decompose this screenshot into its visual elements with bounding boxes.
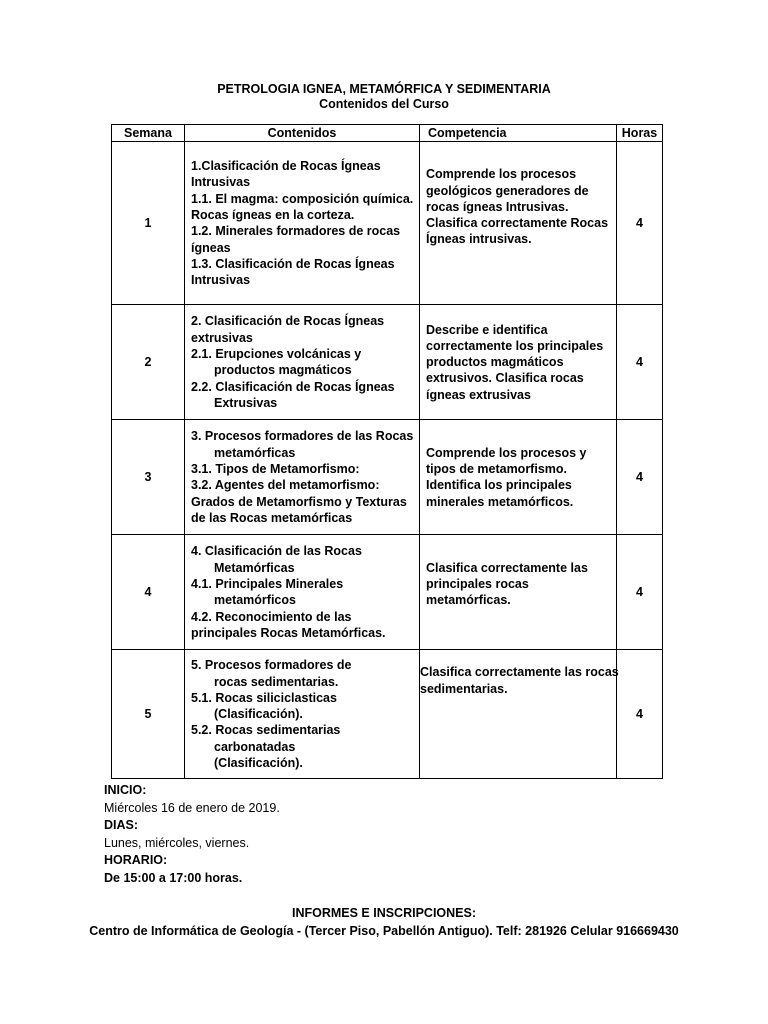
competencia-line: ígneas extrusivas	[426, 387, 531, 402]
content-line: Grados de Metamorfismo y Texturas	[191, 494, 407, 509]
content-line: productos magmáticos	[214, 363, 352, 378]
horas-cell: 4	[617, 535, 663, 650]
table-header-row	[112, 125, 663, 142]
horas-cell: 4	[617, 420, 663, 535]
content-line: 4. Clasificación de las Rocas	[191, 544, 362, 559]
content-line: extrusivas	[191, 330, 253, 345]
competencia-line: Describe e identifica	[426, 322, 548, 337]
header-contenidos: Contenidos	[185, 125, 420, 142]
semana-cell: 1	[112, 142, 185, 305]
competencia-cell	[420, 420, 617, 535]
competencia-line: minerales metamórficos.	[426, 494, 574, 509]
competencia-line: geológicos generadores de	[426, 183, 589, 198]
content-line: rocas sedimentarias.	[214, 674, 339, 689]
content-line: 4.1. Principales Minerales	[191, 577, 344, 591]
inicio-label: INICIO:	[104, 783, 147, 797]
content-line: 5.1. Rocas siliciclasticas	[191, 690, 337, 705]
content-line: 2. Clasificación de Rocas Ígneas	[191, 314, 385, 329]
schedule-section	[104, 782, 280, 888]
content-line: 3. Procesos formadores de las Rocas	[191, 429, 414, 444]
header-competencia: Competencia	[420, 125, 617, 142]
contenidos-cell	[185, 535, 420, 650]
content-line: 2.1. Erupciones volcánicas y	[191, 347, 362, 361]
header-semana: Semana	[112, 125, 185, 142]
content-line: (Clasificación).	[214, 707, 303, 722]
content-line: 5. Procesos formadores de	[191, 658, 352, 673]
content-line: 1.1. El magma: composición química.	[191, 191, 414, 206]
table-row	[112, 305, 663, 420]
content-line: (Clasificación).	[214, 756, 303, 771]
table-row	[112, 535, 663, 650]
content-line: metamórficos	[214, 593, 296, 608]
content-line: 3.1. Tipos de Metamorfismo:	[191, 462, 360, 476]
competencia-line: Comprende los procesos	[426, 167, 577, 182]
content-line: Metamórficas	[214, 560, 295, 575]
content-line: principales Rocas Metamórficas.	[191, 625, 386, 640]
competencia-line: Ígneas intrusivas.	[426, 232, 532, 247]
competencia-cell	[420, 650, 617, 779]
table-row	[112, 420, 663, 535]
semana-cell: 2	[112, 305, 185, 420]
competencia-line: principales rocas	[426, 577, 529, 591]
content-line: de las Rocas metamórficas	[191, 510, 353, 525]
content-line: 4.2. Reconocimiento de las	[191, 609, 352, 624]
document-subtitle: Contenidos del Curso	[319, 97, 449, 111]
content-line: metamórficas	[214, 445, 296, 460]
competencia-line: Clasifica correctamente Rocas	[426, 216, 609, 231]
header-horas: Horas	[617, 125, 663, 142]
dias-value: Lunes, miércoles, viernes.	[104, 835, 250, 850]
content-line: 1.2. Minerales formadores de rocas	[191, 224, 401, 239]
contenidos-cell	[185, 650, 420, 779]
contenidos-cell	[185, 420, 420, 535]
competencia-line: rocas ígneas Intrusivas.	[426, 199, 569, 214]
content-line: 2.2. Clasificación de Rocas Ígneas	[191, 379, 395, 394]
competencia-line: Clasifica correctamente las rocas	[420, 665, 619, 680]
content-line: 1.Clasificación de Rocas Ígneas	[191, 159, 381, 174]
competencia-line: Comprende los procesos y	[426, 445, 587, 460]
content-line: 1.3. Clasificación de Rocas Ígneas	[191, 256, 395, 271]
inicio-value: Miércoles 16 de enero de 2019.	[104, 800, 280, 815]
contenidos-cell	[185, 142, 420, 305]
competencia-line: Identifica los principales	[426, 478, 572, 493]
semana-cell: 3	[112, 420, 185, 535]
competencia-cell	[420, 535, 617, 650]
competencia-line: productos magmáticos	[426, 355, 564, 370]
competencia-line: extrusivos. Clasifica rocas	[426, 371, 584, 386]
content-line: Rocas ígneas en la corteza.	[191, 208, 355, 222]
competencia-cell	[420, 142, 617, 305]
competencia-line: Clasifica correctamente las	[426, 560, 588, 575]
horario-label: HORARIO:	[104, 853, 168, 868]
horas-cell: 4	[617, 305, 663, 420]
table-row	[112, 650, 663, 779]
contenidos-cell	[185, 305, 420, 420]
horas-cell: 4	[617, 142, 663, 305]
competencia-cell	[420, 305, 617, 420]
semana-cell: 4	[112, 535, 185, 650]
content-line: ígneas	[191, 240, 231, 255]
content-line: carbonatadas	[214, 739, 296, 754]
table-row	[112, 142, 663, 305]
info-heading: INFORMES E INSCRIPCIONES:	[291, 906, 477, 920]
course-content-table	[111, 124, 663, 779]
content-line: 5.2. Rocas sedimentarias	[191, 723, 341, 738]
document-title: PETROLOGIA IGNEA, METAMÓRFICA Y SEDIMENTARIA	[217, 82, 551, 96]
content-line: Intrusivas	[191, 273, 251, 288]
competencia-line: metamórficas.	[426, 593, 511, 608]
content-line: 3.2. Agentes del metamorfismo:	[191, 478, 380, 493]
content-line: Extrusivas	[214, 395, 278, 410]
competencia-line: correctamente los principales	[426, 338, 604, 353]
semana-cell: 5	[112, 650, 185, 779]
dias-label: DIAS:	[104, 818, 139, 833]
competencia-line: sedimentarias.	[420, 681, 508, 696]
info-contact: Centro de Informática de Geología - (Tercer Piso, Pabellón Antiguo). Telf: 281926 Celular 916669430	[89, 924, 679, 938]
horas-cell: 4	[617, 650, 663, 779]
horario-value: De 15:00 a 17:00 horas.	[104, 870, 243, 885]
content-line: Intrusivas	[191, 175, 251, 190]
competencia-line: tipos de metamorfismo.	[426, 462, 567, 476]
